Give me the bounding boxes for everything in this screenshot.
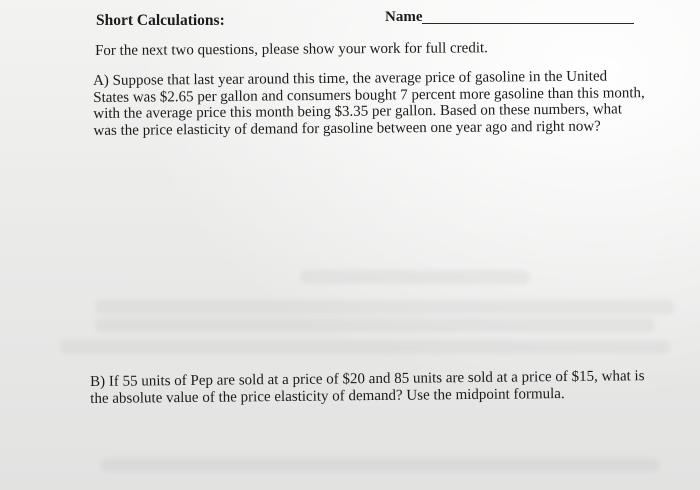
question-a: A) Suppose that last year around this time, the average price of gasoline in the United States was $2.65 per gallon and consumers bought 7 percent more gasoline than this month, with the average price this month being $3.35 per gallon. Based on these numbers, what was the price elasticity of demand for gasoline between one year ago and right now? [93,68,645,139]
question-b: B) If 55 units of Pep are sold at a price of $20 and 85 units are sold at a price of $15, what is the absolute value of the price elasticity of demand? Use the midpoint formula. [90,368,645,407]
instructions-text: For the next two questions, please show your work for full credit. [95,40,488,59]
name-blank-line [422,23,634,24]
bleed-through-text [95,300,675,314]
bleed-through-text [95,318,655,332]
section-title: Short Calculations: [96,12,225,29]
name-label: Name [385,9,423,25]
bleed-through-text [100,458,660,472]
bleed-through-text [300,270,530,284]
bleed-through-text [60,340,670,354]
